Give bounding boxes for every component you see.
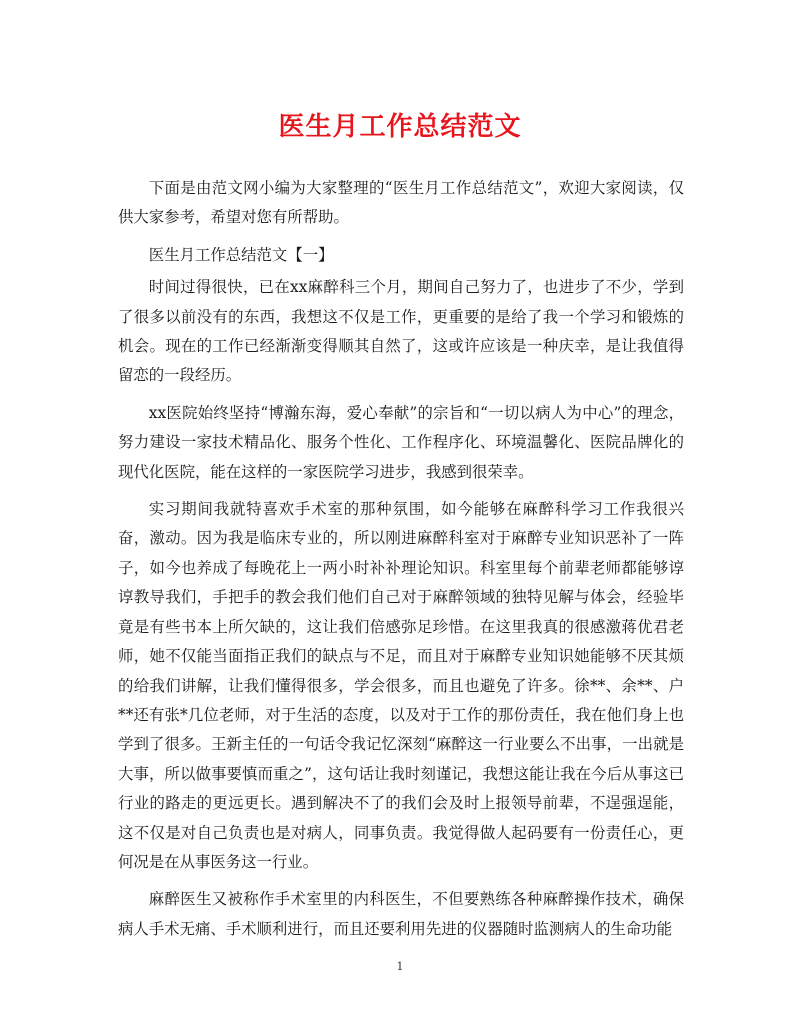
body-paragraph: 麻醉医生又被称作手术室里的内科医生，不但要熟练各种麻醉操作技术，确保病人手术无痛、手术顺利进行，而且还要利用先进的仪器随时监测病人的生命功能 [118, 890, 684, 938]
body-paragraph: 实习期间我就特喜欢手术室的那种氛围，如今能够在麻醉科学习工作我很兴奋，激动。因为我是临床专业的，所以刚进麻醉科室对于麻醉专业知识恶补了一阵子，如今也养成了每晚花上一两小时补补理论知识。科室里每个前辈老师都能够谆谆教导我们，手把手的教会我们他们自己对于麻醉领域的独特见解与体会，经验毕竟是有些书本上所欠缺的，这让我们倍感弥足珍惜。在这里我真的很感激蒋优君老师，她不仅能当面指正我们的缺点与不足，而且对于麻醉专业知识她能够不厌其烦的给我们讲解，让我们懂得很多，学会很多，而且也避免了许多。徐**、余**、户**还有张*几位老师，对于生活的态度，以及对于工作的那份责任，我在他们身上也学到了很多。王新主任的一句话令我记忆深刻“麻醉这一行业要么不出事，一出就是大事，所以做事要慎而重之”，这句话让我时刻谨记，我想这能让我在今后从事这已行业的路走的更远更长。遇到解决不了的我们会及时上报领导前辈，不逞强逞能，这不仅是对自己负责也是对病人，同事负责。我觉得做人起码要有一份责任心，更何况是在从事医务这一行业。 [118, 500, 684, 871]
page-number: 1 [396, 960, 404, 973]
body-paragraph: xx医院始终坚持“博瀚东海，爱心奉献”的宗旨和“一切以病人为中心”的理念，努力建设一家技术精品化、服务个性化、工作程序化、环境温馨化、医院品牌化的现代化医院，能在这样的一家医院学习进步，我感到很荣幸。 [118, 403, 684, 481]
intro-paragraph: 下面是由范文网小编为大家整理的“医生月工作总结范文”，欢迎大家阅读，仅供大家参考，希望对您有所帮助。 [118, 179, 684, 227]
body-paragraph: 时间过得很快，已在xx麻醉科三个月，期间自己努力了，也进步了不少，学到了很多以前没有的东西，我想这不仅是工作，更重要的是给了我一个学习和锻炼的机会。现在的工作已经渐渐变得顺其自然了，这或许应该是一种庆幸，是让我值得留恋的一段经历。 [118, 278, 684, 385]
document-body [118, 174, 684, 952]
section-heading: 医生月工作总结范文【一】 [148, 245, 334, 264]
document-title: 医生月工作总结范文 [278, 112, 522, 142]
